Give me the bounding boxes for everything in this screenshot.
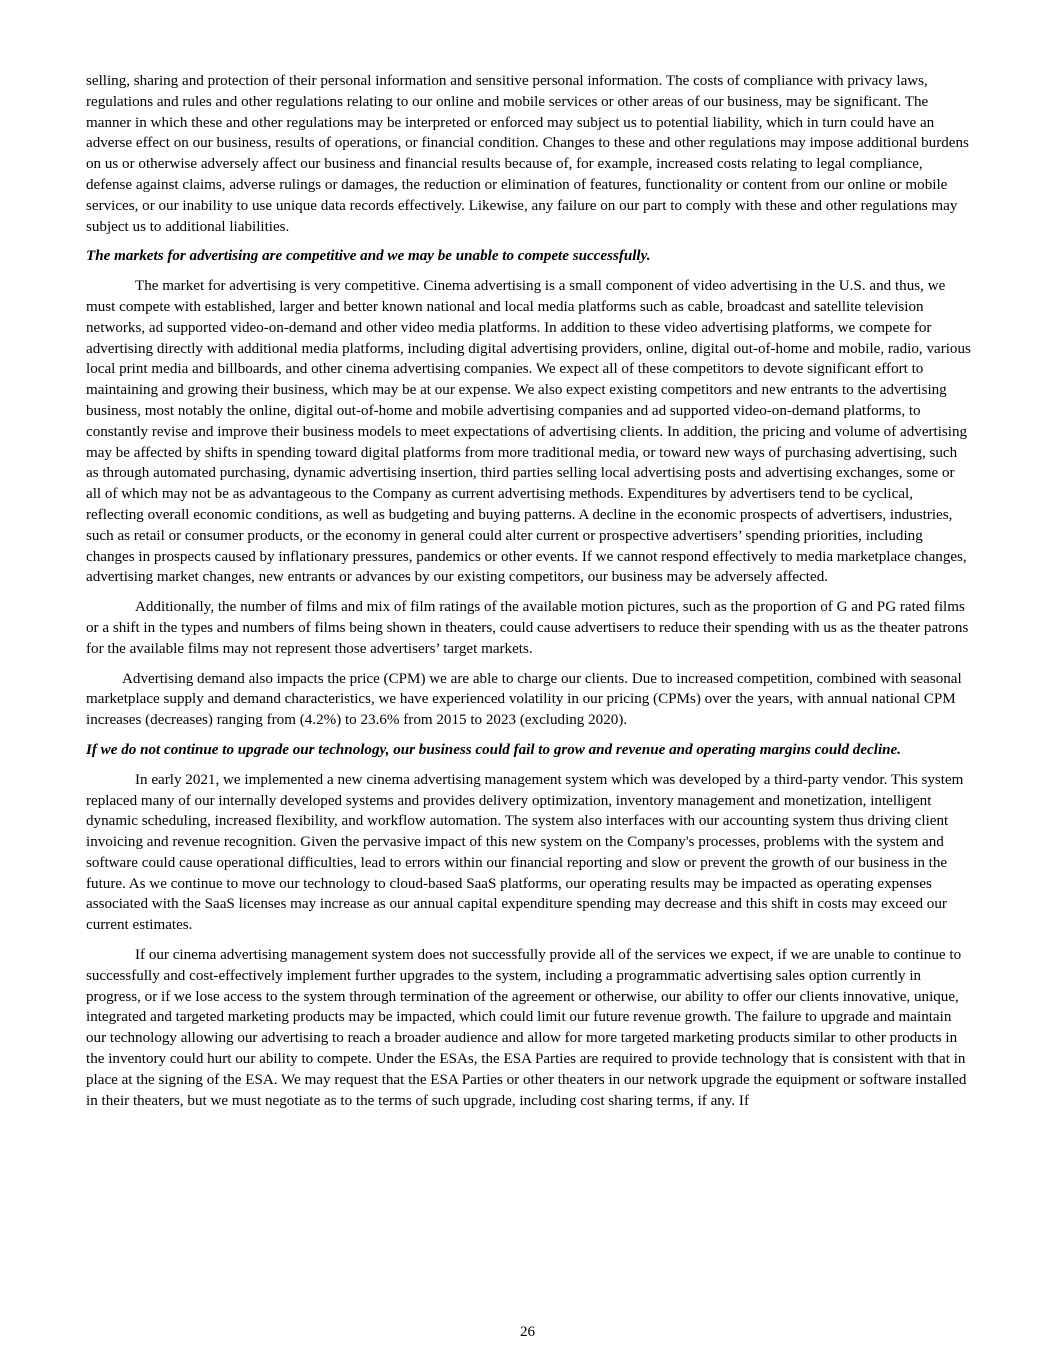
paragraph-advertising-market: The market for advertising is very competitive. Cinema advertising is a small component of video advertising in the U.S. and thus, we must compete with established, larger and better known national and local media platforms such as cable, broadcast and satellite television networks, ad supported video-on-demand and other video media platforms. In addition to these video advertising platforms, we compete for advertising directly with additional media platforms, including digital advertising providers, online, digital out-of-home and mobile, radio, various local print media and billboards, and other cinema advertising companies. We expect all of these competitors to devote significant effort to maintaining and growing their business, which may be at our expense. We also expect existing competitors and new entrants to the advertising business, most notably the online, digital out-of-home and mobile advertising companies and ad supported video-on-demand platforms, to constantly revise and improve their business models to meet expectations of advertising clients. In addition, the pricing and volume of advertising may be affected by shifts in spending toward digital platforms from more traditional media, or toward new ways of purchasing advertising, such as through automated purchasing, dynamic advertising insertion, third parties selling local advertising posts and advertising exchanges, some or all of which may not be as advantageous to the Company as current advertising methods. Expenditures by advertisers tend to be cyclical, reflecting overall economic conditions, as well as budgeting and buying patterns. A decline in the economic prospects of advertisers, industries, such as retail or consumer products, or the economy in general could alter current or prospective advertisers’ spending priorities, including changes in prospects caused by inflationary pressures, pandemics or other events. If we cannot respond effectively to media marketplace changes, advertising market changes, new entrants or advances by our existing competitors, our business may be adversely affected. (86, 278, 971, 586)
paragraph-system-upgrades: If our cinema advertising management system does not successfully provide all of the services we expect, if we are unable to continue to successfully and cost-effectively implement further upgrades to the system, including a programmatic advertising sales option currently in progress, or if we lose access to the system through termination of the agreement or otherwise, our ability to offer our clients innovative, unique, integrated and targeted marketing products may be impacted, which could limit our future revenue growth. The failure to upgrade and maintain our technology allowing our advertising to reach a broader audience and allow for more targeted marketing products similar to other products in the inventory could hurt our ability to compete. Under the ESAs, the ESA Parties are required to provide technology that is consistent with that in place at the signing of the ESA. We may request that the ESA Parties or other theaters in our network upgrade the equipment or software installed in their theaters, but we must negotiate as to the terms of such upgrade, including cost sharing terms, if any. If (86, 947, 967, 1109)
document-page (86, 71, 972, 1120)
page-number: 26 (519, 1324, 536, 1340)
paragraph-cpm-pricing: Advertising demand also impacts the price (CPM) we are able to charge our clients. Due to increased competition, combined with seasonal marketplace supply and demand characteristics, we have experienced volatility in our pricing (CPMs) over the years, with annual national CPM increases (decreases) ranging from (4.2%) to 23.6% from 2015 to 2023 (excluding 2020). (86, 670, 962, 729)
paragraph-privacy-continued: selling, sharing and protection of their personal information and sensitive personal information. The costs of compliance with privacy laws, regulations and rules and other regulations relating to our online and mobile services or other areas of our business, may be significant. The manner in which these and other regulations may be interpreted or enforced may subject us to potential liability, which in turn could have an adverse effect on our business, results of operations, or financial condition. Changes to these and other regulations may impose additional burdens on us or otherwise adversely affect our business and financial results because of, for example, increased costs relating to legal compliance, defense against claims, adverse rulings or damages, the reduction or elimination of features, functionality or content from our online or mobile services, or our inability to use unique data records effectively. Likewise, any failure on our part to comply with these and other regulations may subject us to additional liabilities. (86, 73, 969, 235)
paragraph-film-ratings: Additionally, the number of films and mix of film ratings of the available motion pictures, such as the proportion of G and PG rated films or a shift in the types and numbers of films being shown in theaters, could cause advertisers to reduce their spending with us as the theater patrons for the available films may not represent those advertisers’ target markets. (86, 599, 969, 657)
paragraph-management-system: In early 2021, we implemented a new cinema advertising management system which was developed by a third-party vendor. This system replaced many of our internally developed systems and provides delivery optimization, inventory management and monetization, intelligent dynamic scheduling, increased flexibility, and workflow automation. The system also interfaces with our accounting system thus driving client invoicing and revenue recognition. Given the pervasive impact of this new system on the Company's processes, problems with the system and software could cause operational difficulties, lead to errors within our financial reporting and slow or prevent the growth of our business in the future. As we continue to move our technology to cloud-based SaaS platforms, our operating results may be impacted as operating expenses associated with the SaaS licenses may increase as our annual capital expenditure spending may decrease and this shift in costs may exceed our current estimates. (86, 771, 964, 934)
heading-technology-upgrade: If we do not continue to upgrade our technology, our business could fail to grow and revenue and operating margins could decline. (86, 741, 902, 758)
heading-advertising-competition: The markets for advertising are competitive and we may be unable to compete successfully. (86, 248, 651, 265)
